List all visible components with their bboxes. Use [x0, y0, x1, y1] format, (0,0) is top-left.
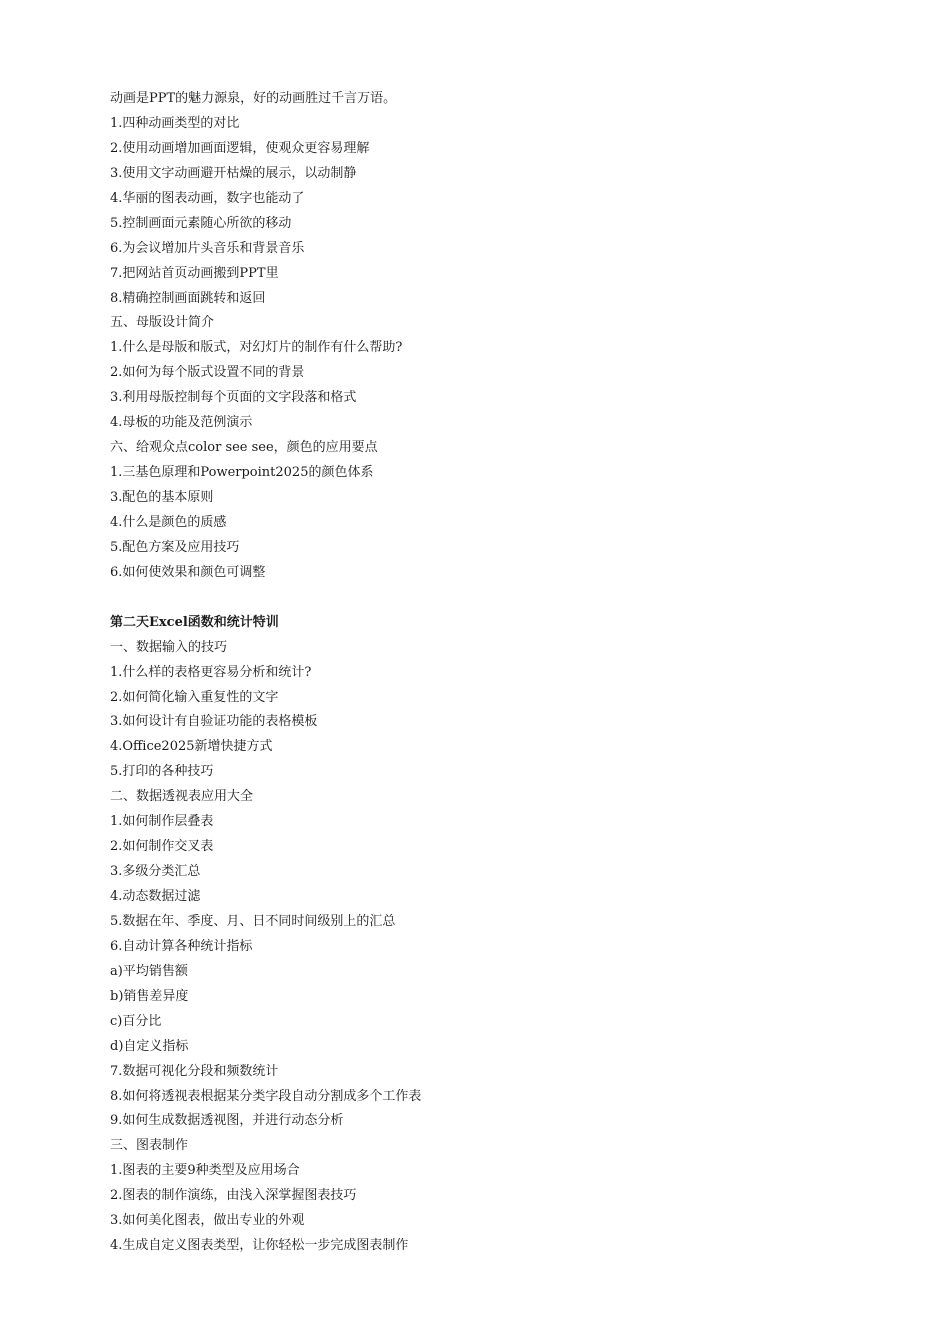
list-item: 1.图表的主要9种类型及应用场合 [110, 1163, 300, 1179]
list-item: 1.三基色原理和Powerpoint2025的颜色体系 [110, 465, 374, 481]
list-item: c)百分比 [110, 1013, 162, 1029]
list-item: 2.使用动画增加画面逻辑，使观众更容易理解 [110, 140, 370, 156]
list-item: d)自定义指标 [110, 1038, 189, 1054]
section-heading-charts: 三、图表制作 [110, 1138, 189, 1154]
list-item: 3.配色的基本原则 [110, 490, 214, 505]
list-item: 3.多级分类汇总 [110, 864, 201, 880]
list-item: 5.打印的各种技巧 [110, 764, 214, 780]
list-item: 1.如何制作层叠表 [110, 814, 214, 830]
list-item: 3.使用文字动画避开枯燥的展示，以动制静 [110, 165, 357, 181]
list-item: 2.图表的制作演练，由浅入深掌握图表技巧 [110, 1188, 357, 1204]
list-item: 6.如何使效果和颜色可调整 [110, 564, 266, 580]
document-page [110, 87, 870, 1259]
day2-title: 第二天Excel函数和统计特训 [110, 614, 279, 630]
section-heading-input: 一、数据输入的技巧 [110, 639, 228, 655]
list-item: 1.四种动画类型的对比 [110, 115, 240, 131]
list-item: 6.为会议增加片头音乐和背景音乐 [110, 240, 305, 256]
list-item: 7.把网站首页动画搬到PPT里 [110, 265, 279, 281]
list-item: 4.华丽的图表动画，数字也能动了 [110, 190, 305, 206]
list-item: 4.生成自定义图表类型，让你轻松一步完成图表制作 [110, 1238, 409, 1254]
list-item: 1.什么样的表格更容易分析和统计? [110, 664, 312, 680]
list-item: 5.控制画面元素随心所欲的移动 [110, 215, 292, 231]
list-item: 2.如何为每个版式设置不同的背景 [110, 365, 305, 381]
list-item: 5.配色方案及应用技巧 [110, 539, 240, 555]
list-item: 3.如何美化图表，做出专业的外观 [110, 1213, 305, 1229]
list-item: 4.母板的功能及范例演示 [110, 415, 253, 431]
list-item: 7.数据可视化分段和频数统计 [110, 1063, 279, 1079]
list-item: a)平均销售额 [110, 963, 188, 979]
list-item: 9.如何生成数据透视图，并进行动态分析 [110, 1113, 344, 1129]
list-item: 2.如何制作交叉表 [110, 839, 214, 855]
section-heading-color: 六、给观众点color see see，颜色的应用要点 [110, 440, 378, 456]
list-item: 8.精确控制画面跳转和返回 [110, 290, 266, 306]
list-item: 3.利用母版控制每个页面的文字段落和格式 [110, 390, 357, 406]
list-item: 2.如何简化输入重复性的文字 [110, 689, 279, 705]
list-item: b)销售差异度 [110, 988, 189, 1004]
section-heading-pivot: 二、数据透视表应用大全 [110, 789, 254, 805]
list-item: 5.数据在年、季度、月、日不同时间级别上的汇总 [110, 913, 396, 929]
section-heading-master: 五、母版设计简介 [110, 315, 215, 331]
spacer [110, 586, 870, 611]
list-item: 4.Office2025新增快捷方式 [110, 739, 273, 755]
list-item: 1.什么是母版和版式，对幻灯片的制作有什么帮助? [110, 340, 403, 356]
list-item: 4.什么是颜色的质感 [110, 514, 227, 530]
list-item: 4.动态数据过滤 [110, 889, 201, 904]
list-item: 6.自动计算各种统计指标 [110, 938, 253, 954]
list-item: 3.如何设计有自验证功能的表格模板 [110, 714, 318, 730]
animation-intro: 动画是PPT的魅力源泉，好的动画胜过千言万语。 [110, 91, 397, 106]
list-item: 8.如何将透视表根据某分类字段自动分割成多个工作表 [110, 1088, 422, 1104]
